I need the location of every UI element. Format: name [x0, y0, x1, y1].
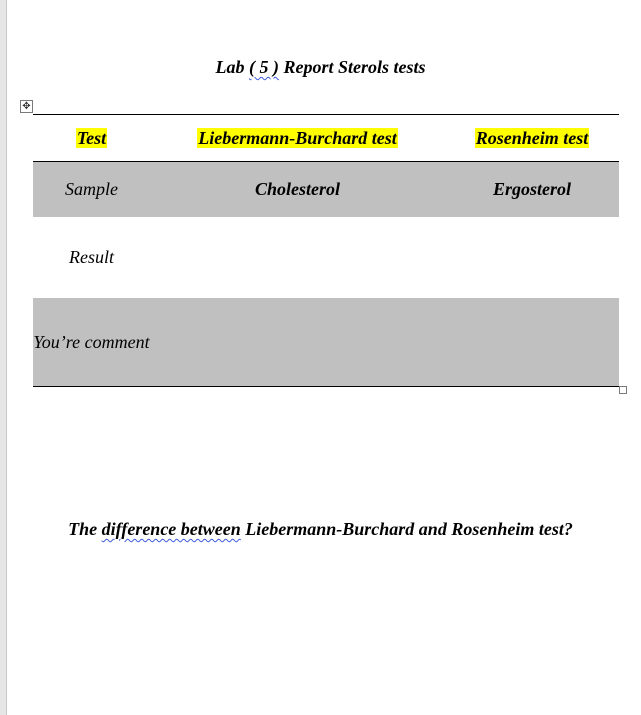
sample-rosenheim-value[interactable]: Ergosterol	[492, 179, 571, 199]
table-row-sample	[33, 162, 619, 217]
row-label-comment[interactable]: You’re comment	[33, 332, 150, 352]
sample-liebermann-value[interactable]: Cholesterol	[254, 179, 340, 199]
header-liebermann-cell[interactable]: Liebermann-Burchard test	[198, 127, 397, 148]
page-left-margin	[0, 0, 7, 715]
spellcheck-squiggle: ( 5 )	[248, 57, 279, 77]
row-label-sample[interactable]: Sample	[65, 179, 118, 199]
spellcheck-squiggle: difference between	[101, 519, 241, 539]
document-title: Lab ( 5 ) Report Sterols tests	[215, 57, 426, 77]
table-row-result	[33, 217, 619, 298]
header-test-cell[interactable]: Test	[76, 127, 107, 148]
table-row-comment	[33, 298, 619, 386]
table-resize-handle-icon[interactable]	[619, 386, 627, 394]
table-header-row	[33, 115, 619, 162]
table-bottom-rule	[33, 386, 619, 387]
row-label-result[interactable]: Result	[69, 247, 114, 267]
results-table	[33, 114, 619, 387]
header-rosenheim-cell[interactable]: Rosenheim test	[475, 127, 589, 148]
discussion-question: The difference between Liebermann-Burchard and Rosenheim test?	[68, 519, 573, 539]
table-move-handle-icon[interactable]: ✥	[20, 100, 33, 113]
